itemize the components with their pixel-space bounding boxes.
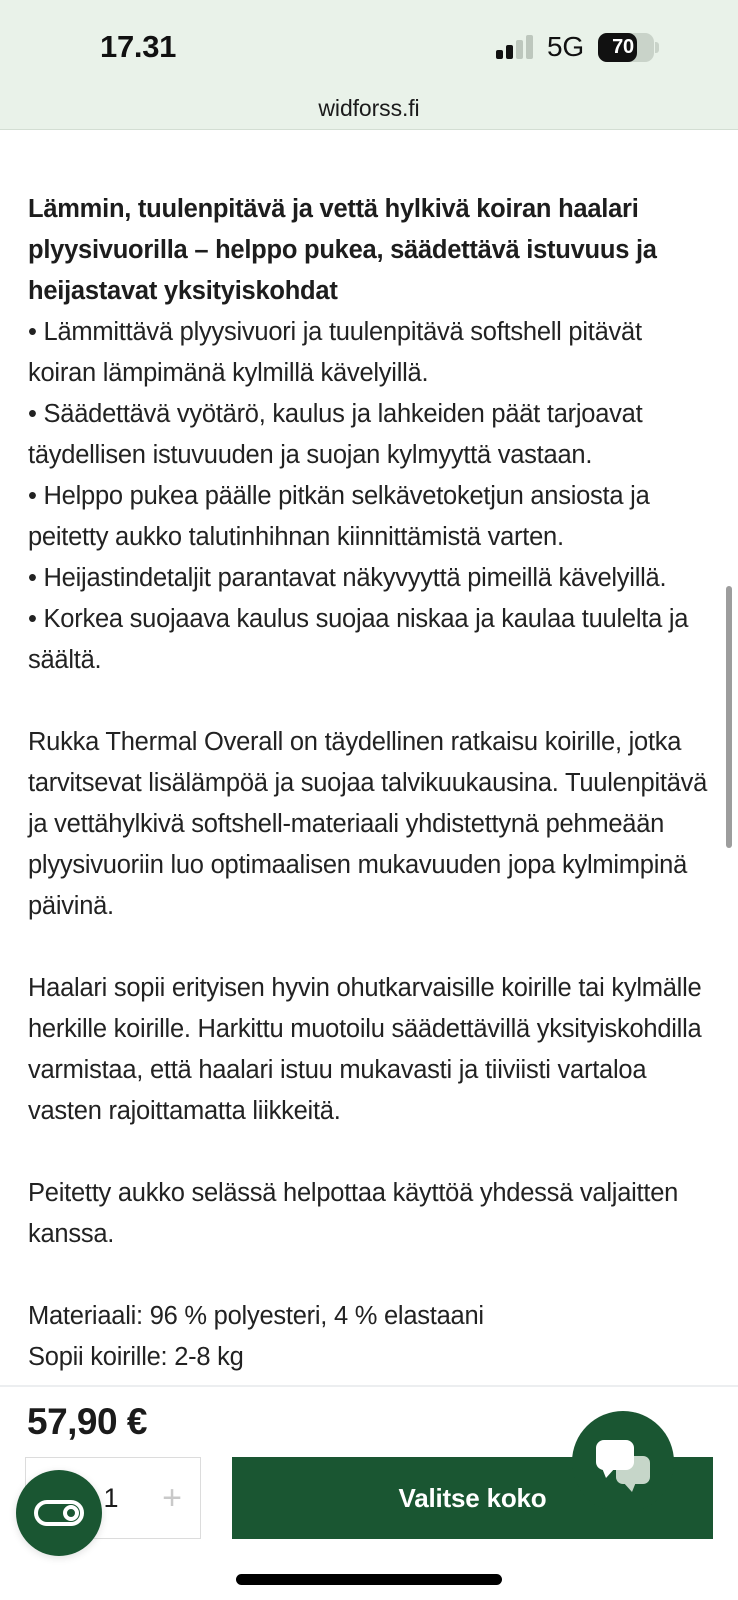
battery-icon [598, 33, 654, 62]
status-bar-clock: 17.31 [100, 29, 177, 64]
cellular-signal-icon [496, 35, 533, 59]
quantity-increment-button[interactable]: + [162, 1479, 182, 1517]
list-item: • Korkea suojaava kaulus suojaa niskaa ja kaulaa tuulelta ja säältä. [28, 605, 689, 674]
home-indicator [236, 1574, 502, 1585]
description-paragraph: Haalari sopii erityisen hyvin ohutkarvaisille koirille tai kylmälle herkille koirille. Harkittu muotoilu säädettävillä yksityiskohdilla varmistaa, että haalari istuu mukavasti ja tiiviisti vartaloa vasten rajoittamatta liikkeitä. [28, 974, 702, 1125]
page-content-scroll-area[interactable] [0, 131, 738, 1385]
feature-bullet-list [28, 312, 710, 681]
description-paragraph: Rukka Thermal Overall on täydellinen ratkaisu koirille, jotka tarvitsevat lisälämpöä ja suojaa talvikuukausina. Tuulenpitävä ja vettähylkivä softshell-materiaali yhdistettynä pehmeään plyysivuoriin luo optimaalisen mukavuuden jopa kylmimpinä päivinä. [28, 728, 708, 920]
battery-percent-label: 70 [612, 35, 634, 58]
spec-dog-weight: Sopii koirille: 2-8 kg [28, 1343, 244, 1371]
spec-material: Materiaali: 96 % polyesteri, 4 % elastaani [28, 1302, 484, 1330]
product-title: Lämmin, tuulenpitävä ja vettä hylkivä koiran haalari plyysivuorilla – helppo pukea, säädettävä istuvuus ja heijastavat yksityiskohdat [28, 195, 657, 305]
list-item: • Säädettävä vyötärö, kaulus ja lahkeiden päät tarjoavat täydellisen istuvuuden ja suojan kylmyyttä vastaan. [28, 400, 643, 469]
network-type-label: 5G [547, 31, 584, 62]
chat-bubble-front [596, 1440, 634, 1470]
cookie-consent-toggle-icon[interactable] [16, 1470, 102, 1556]
chat-icon-glyph [596, 1440, 650, 1484]
vertical-scrollbar[interactable] [726, 586, 732, 848]
quantity-value[interactable]: 1 [103, 1482, 119, 1513]
toggle-switch-glyph [34, 1500, 84, 1526]
product-price: 57,90 € [27, 1401, 147, 1442]
chat-bubble-icon[interactable] [572, 1411, 674, 1513]
list-item: • Lämmittävä plyysivuori ja tuulenpitävä softshell pitävät koiran lämpimänä kylmillä kävelyillä. [28, 318, 642, 387]
product-description [0, 131, 738, 1419]
status-bar [0, 0, 738, 88]
status-bar-indicators [496, 31, 654, 63]
description-paragraph: Peitetty aukko selässä helpottaa käyttöä yhdessä valjaitten kanssa. [28, 1179, 679, 1248]
browser-url-bar[interactable] [0, 88, 738, 130]
url-label[interactable]: widforss.fi [318, 95, 420, 121]
list-item: • Heijastindetaljit parantavat näkyvyyttä pimeillä kävelyillä. [28, 564, 667, 592]
list-item: • Helppo pukea päälle pitkän selkävetoketjun ansiosta ja peitetty aukko talutinhihnan kiinnittämistä varten. [28, 482, 650, 551]
select-size-button[interactable]: Valitse koko [232, 1457, 713, 1539]
battery-cap [655, 42, 659, 53]
